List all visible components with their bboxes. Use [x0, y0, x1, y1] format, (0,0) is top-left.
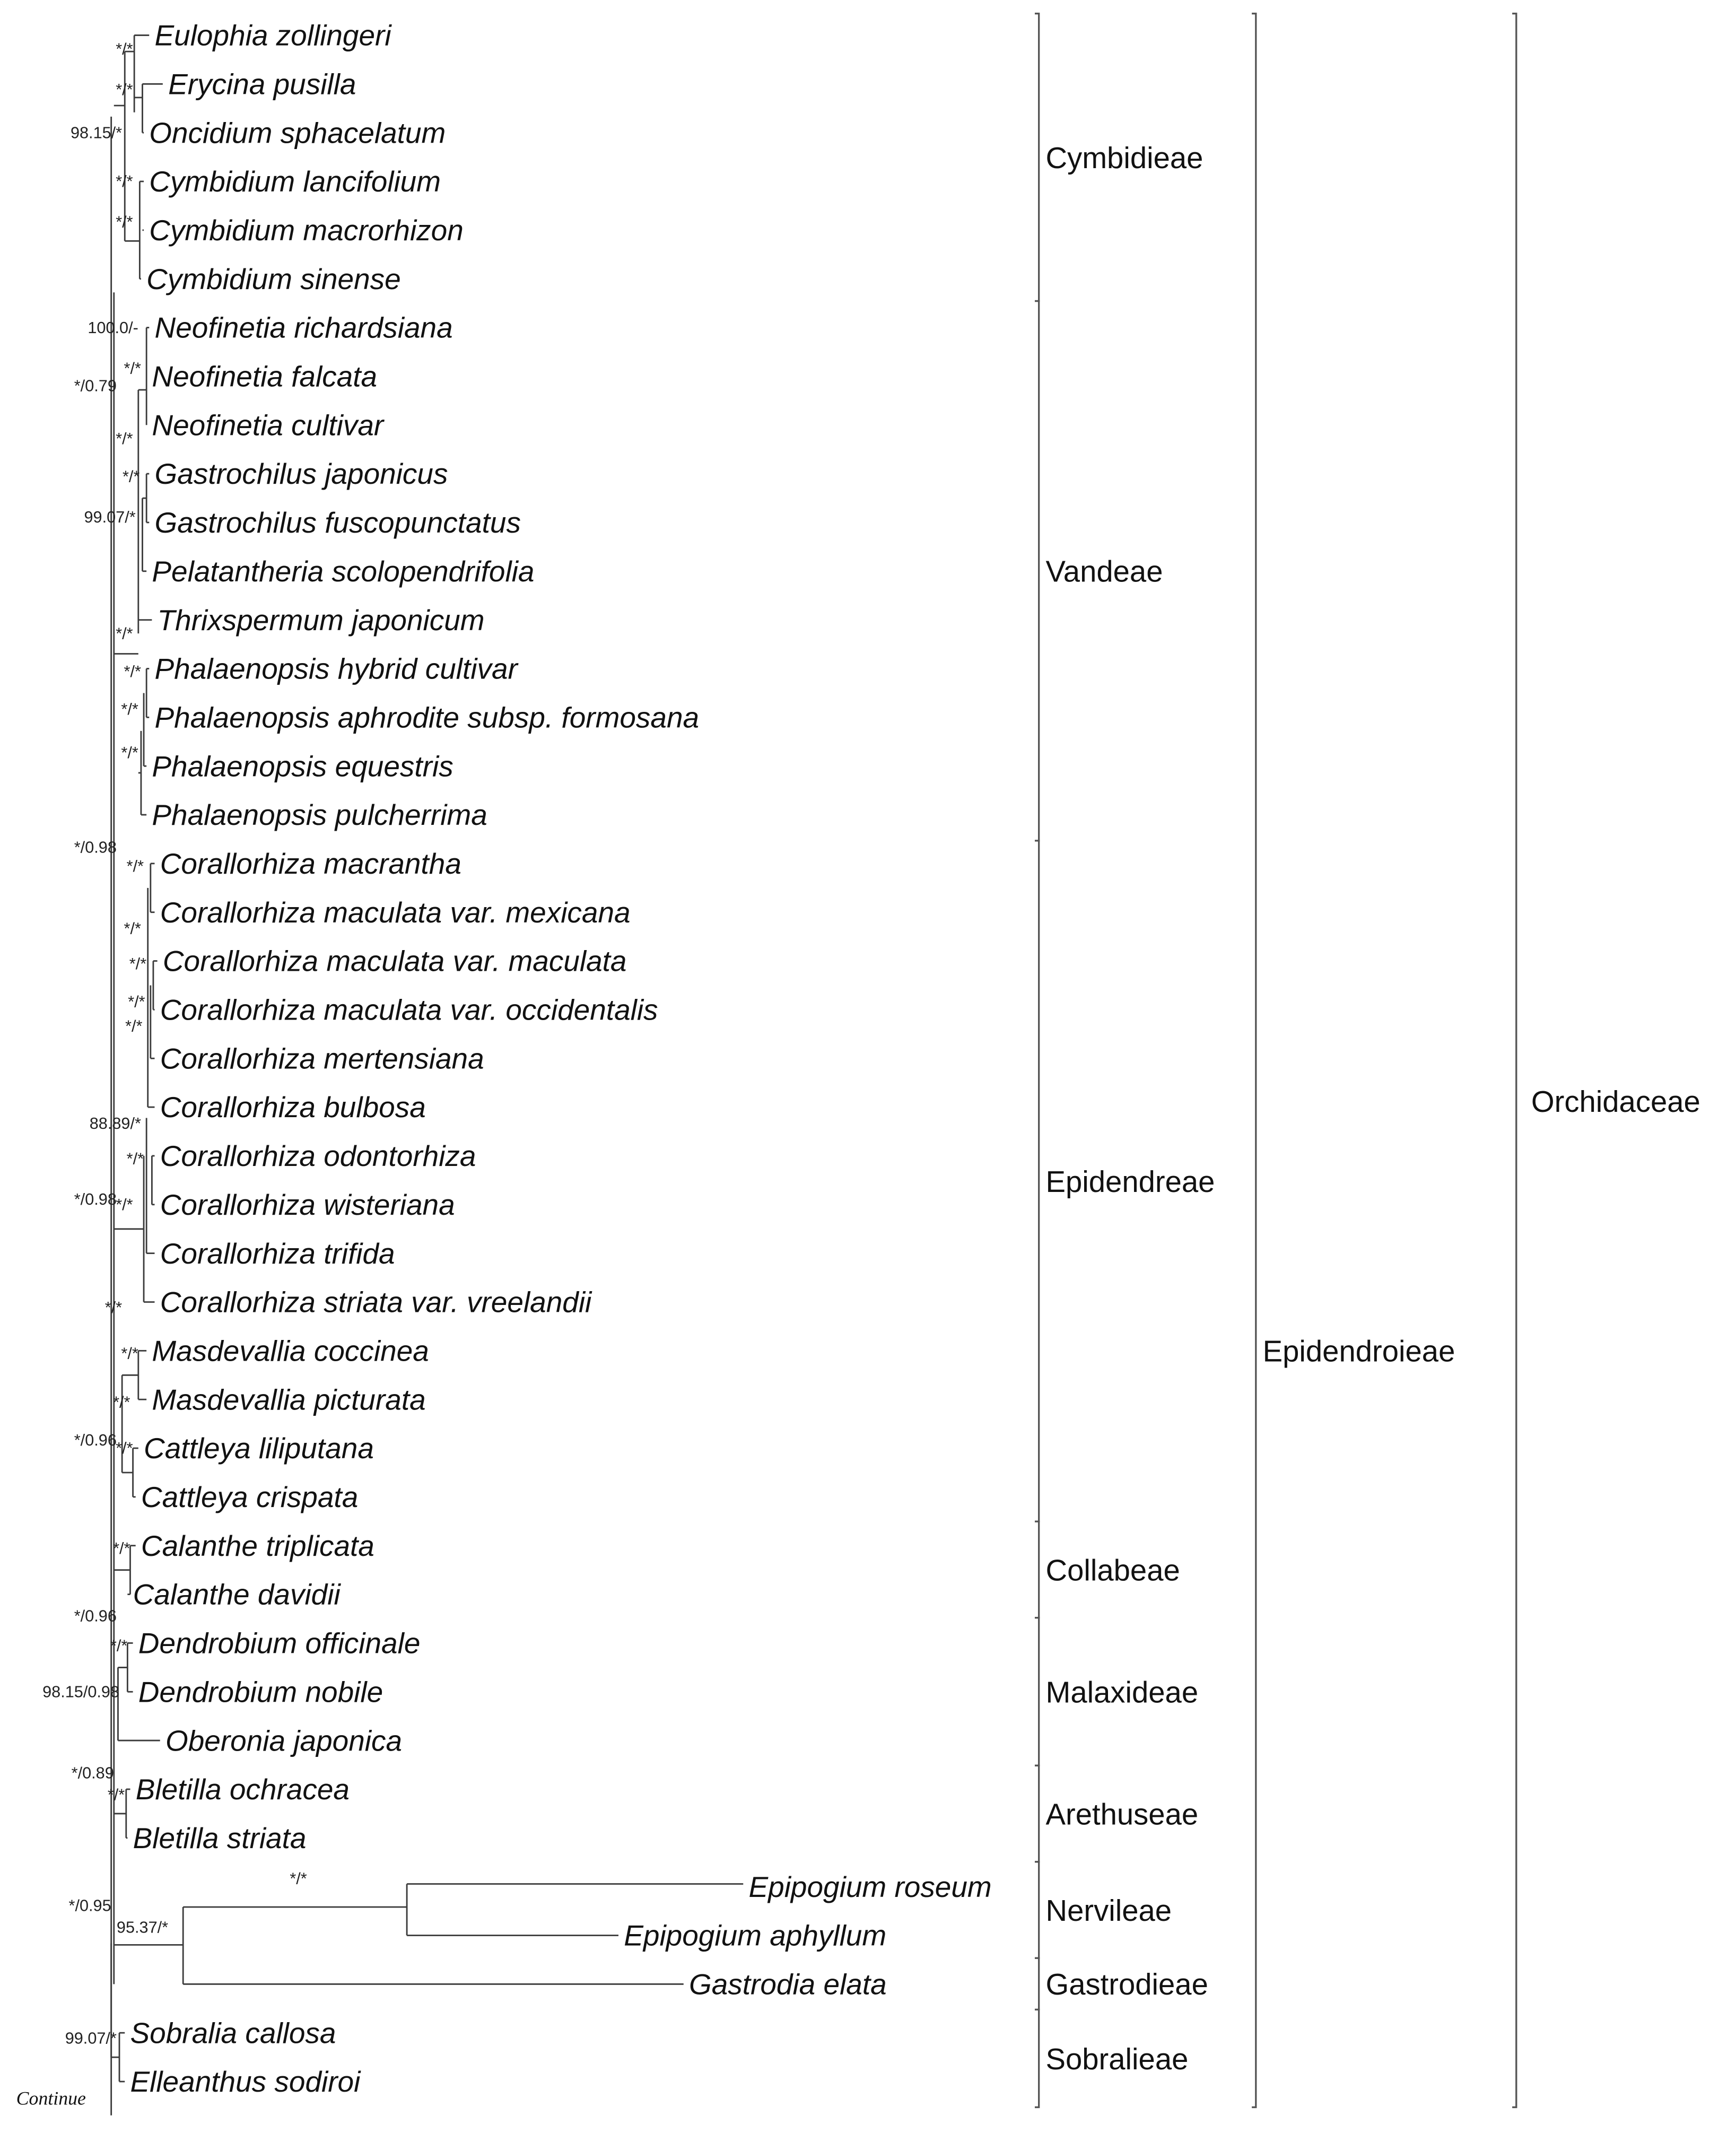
support-value: */* — [116, 430, 133, 448]
tribe-bracket — [1035, 1521, 1039, 1617]
support-value: 88.89/* — [89, 1114, 141, 1133]
taxon-label: Corallorhiza odontorhiza — [160, 1139, 476, 1173]
support-value: */* — [124, 662, 141, 681]
support-value: */* — [128, 993, 145, 1011]
tribe-label: Collabeae — [1045, 1553, 1180, 1587]
taxon-label: Neofinetia cultivar — [152, 408, 384, 442]
continue-label: Continue — [16, 2087, 86, 2109]
taxon-label: Corallorhiza maculata var. occidentalis — [160, 993, 658, 1026]
taxon-labels — [130, 19, 991, 2099]
taxon-label: Cymbidium lancifolium — [149, 165, 441, 198]
tribe-label: Arethuseae — [1045, 1797, 1199, 1831]
support-value: 99.07/* — [65, 2029, 117, 2048]
support-value: */0.98 — [74, 838, 117, 857]
taxon-label: Elleanthus sodiroi — [130, 2065, 361, 2099]
support-value: */* — [116, 213, 133, 231]
tribe-bracket — [1035, 841, 1039, 1521]
taxon-label: Epipogium aphyllum — [624, 1919, 887, 1952]
subfamily-label: Epidendroieae — [1262, 1334, 1455, 1368]
taxon-label: Phalaenopsis hybrid cultivar — [154, 652, 518, 685]
tribe-label: Malaxideae — [1045, 1675, 1199, 1709]
taxon-label: Corallorhiza maculata var. mexicana — [160, 895, 631, 929]
tribe-label: Nervileae — [1045, 1893, 1172, 1927]
tribe-bracket — [1035, 1618, 1039, 1766]
taxon-label: Gastrodia elata — [688, 1967, 887, 2001]
support-value: */* — [104, 1298, 123, 1317]
taxon-label: Epipogium roseum — [748, 1870, 992, 1903]
tribe-bracket — [1035, 1765, 1039, 1861]
taxon-label: Corallorhiza macrantha — [160, 847, 461, 881]
taxon-label: Pelatantheria scolopendrifolia — [152, 554, 535, 588]
taxon-label: Corallorhiza maculata var. maculata — [162, 944, 627, 978]
subfamily-bracket — [1252, 14, 1256, 2108]
support-value: */0.89 — [71, 1764, 114, 1782]
taxon-label: Phalaenopsis pulcherrima — [152, 798, 487, 832]
taxon-label: Thrixspermum japonicum — [157, 603, 485, 637]
support-value: */* — [129, 954, 147, 973]
support-value: */* — [116, 624, 133, 643]
taxon-label: Bletilla striata — [133, 1821, 307, 1855]
taxon-label: Cymbidium sinense — [146, 262, 401, 295]
support-value: */0.96 — [74, 1431, 117, 1449]
support-value: 95.37/* — [116, 1918, 169, 1937]
tribe-label: Gastrodieae — [1045, 1967, 1208, 2001]
taxon-label: Bletilla ochracea — [135, 1773, 350, 1806]
support-value: */* — [110, 1636, 128, 1655]
support-value: 98.15/0.98 — [42, 1683, 120, 1701]
tribe-label: Cymbidieae — [1045, 141, 1203, 175]
support-value: */* — [116, 1439, 133, 1458]
taxon-label: Masdevallia picturata — [152, 1383, 426, 1416]
tribe-label: Epidendreae — [1045, 1164, 1215, 1198]
family-label: Orchidaceae — [1531, 1085, 1700, 1119]
support-value: 98.15/* — [70, 124, 123, 142]
tribe-label: Vandeae — [1045, 554, 1163, 588]
taxon-label: Masdevallia coccinea — [152, 1334, 429, 1368]
tribe-bracket — [1035, 1958, 1039, 2009]
taxon-label: Gastrochilus fuscopunctatus — [154, 506, 521, 539]
support-value: */* — [113, 1539, 130, 1558]
taxon-label: Oberonia japonica — [165, 1724, 403, 1757]
group-brackets — [1035, 14, 1700, 2108]
support-value: */* — [124, 359, 141, 378]
support-value: */* — [113, 1393, 130, 1412]
taxon-label: Cattleya crispata — [141, 1481, 359, 1514]
support-value: */* — [116, 172, 133, 191]
support-value: 99.07/* — [84, 508, 136, 526]
taxon-label: Corallorhiza striata var. vreelandii — [160, 1285, 592, 1319]
support-value: */* — [121, 1344, 138, 1363]
taxon-label: Phalaenopsis aphrodite subsp. formosana — [154, 701, 700, 734]
support-value: */* — [126, 857, 144, 876]
support-value: */* — [121, 743, 138, 762]
support-value: */* — [124, 919, 141, 938]
support-value: */0.98 — [74, 1190, 117, 1208]
taxon-label: Eulophia zollingeri — [154, 19, 391, 52]
support-value: */* — [126, 1150, 144, 1168]
support-value: */* — [116, 40, 133, 58]
support-value: */* — [107, 1786, 125, 1804]
taxon-label: Cymbidium macrorhizon — [149, 214, 464, 247]
taxon-label: Dendrobium nobile — [138, 1675, 383, 1709]
tribe-bracket — [1035, 2009, 1039, 2107]
taxon-label: Oncidium sphacelatum — [149, 116, 446, 150]
support-value: */* — [290, 1869, 307, 1888]
taxon-label: Dendrobium officinale — [138, 1626, 421, 1660]
support-value: */* — [122, 467, 140, 486]
taxon-label: Corallorhiza wisteriana — [160, 1188, 455, 1221]
tribe-bracket — [1035, 1862, 1039, 1958]
taxon-label: Cattleya liliputana — [144, 1432, 374, 1465]
tribe-bracket — [1035, 301, 1039, 840]
support-value: 100.0/- — [88, 318, 138, 337]
tribe-bracket — [1035, 14, 1039, 301]
taxon-label: Sobralia callosa — [130, 2016, 336, 2050]
support-value: */0.79 — [74, 377, 117, 395]
taxon-label: Gastrochilus japonicus — [154, 457, 448, 491]
family-bracket — [1512, 14, 1516, 2108]
support-value: */* — [121, 700, 138, 719]
taxon-label: Phalaenopsis equestris — [152, 750, 453, 783]
support-value: */0.95 — [68, 1896, 111, 1915]
taxon-label: Erycina pusilla — [168, 67, 356, 101]
taxon-label: Corallorhiza trifida — [160, 1237, 395, 1270]
taxon-label: Calanthe davidii — [133, 1578, 341, 1611]
support-value: */* — [125, 1017, 143, 1035]
taxon-label: Neofinetia richardsiana — [154, 311, 453, 344]
support-value: */0.96 — [74, 1607, 117, 1625]
taxon-label: Corallorhiza bulbosa — [160, 1091, 426, 1124]
support-value: */* — [116, 80, 133, 99]
taxon-label: Calanthe triplicata — [141, 1529, 374, 1562]
tribe-label: Sobralieae — [1045, 2042, 1189, 2076]
taxon-label: Neofinetia falcata — [152, 360, 378, 393]
support-value: */* — [116, 1196, 133, 1214]
taxon-label: Corallorhiza mertensiana — [160, 1042, 484, 1075]
